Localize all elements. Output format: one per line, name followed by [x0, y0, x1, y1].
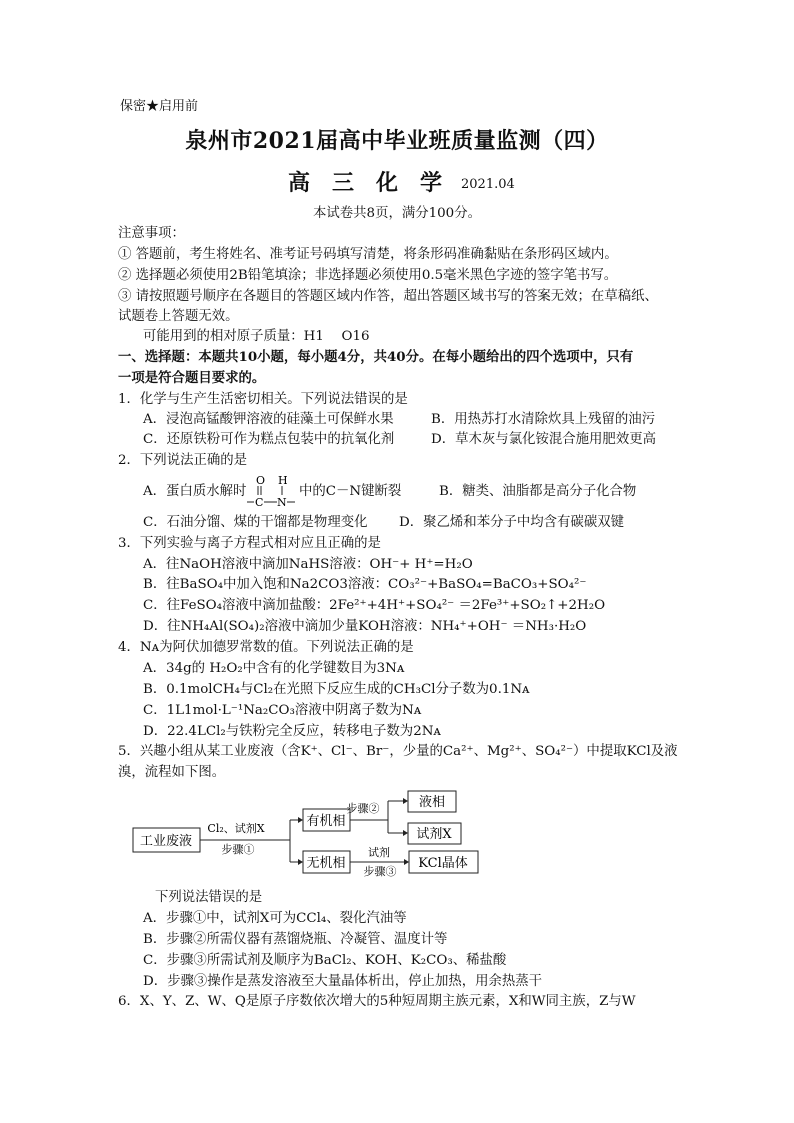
question-1-stem: 1．化学与生产生活密切相关。下列说法错误的是: [118, 392, 408, 407]
q1-option-d: D．草木灰与氯化铵混合施用肥效更高: [431, 432, 656, 447]
question-6-stem: 6．X、Y、Z、W、Q是原子序数依次增大的5种短周期主族元素，X和W同主族，Z与W: [118, 994, 636, 1009]
q2-option-b: B．糖类、油脂都是高分子化合物: [439, 484, 637, 499]
q2-option-c: C．石油分馏、煤的干馏都是物理变化: [143, 515, 368, 530]
subject-char: 高: [288, 170, 311, 196]
q5-option-c: C．步骤③所需试剂及顺序为BaCl₂、KOH、K₂CO₃、稀盐酸: [143, 953, 507, 968]
notes-heading: 注意事项：: [118, 226, 185, 241]
flow-inorganic-label: 无机相: [306, 856, 346, 871]
exam-date: 2021.04: [461, 177, 515, 192]
subject-title: [288, 168, 464, 198]
q3-option-b: B．往BaSO₄中加入饱和Na2CO3溶液：CO₃²⁻+BaSO₄=BaCO₃+SO₄²⁻: [143, 577, 587, 592]
struct-o: O: [256, 474, 266, 487]
confidential-label: 保密★启用前: [120, 99, 199, 114]
subject-char: 三: [332, 170, 355, 196]
flow-step3: 步骤③: [363, 865, 397, 878]
q2-option-a-pre: A．蛋白质水解时: [143, 484, 247, 499]
amide-bond-structure: [247, 474, 297, 510]
flow-kcl-label: KCl晶体: [418, 856, 468, 871]
note-item: ① 答题前，考生将姓名、准考证号码填写清楚，将条形码准确黏贴在条形码区域内。: [118, 247, 618, 262]
exam-title: 泉州市2021届高中毕业班质量监测（四）: [185, 128, 609, 154]
q2-option-a-post: 中的C－N键断裂: [299, 484, 402, 499]
subject-char: 学: [420, 170, 443, 196]
flow-reagent1: Cl₂、试剂X: [207, 822, 265, 835]
flow-liquid-label: 液相: [418, 795, 446, 810]
q4-option-b: B．0.1molCH₄与Cl₂在光照下反应生成的CH₃Cl分子数为0.1Nᴀ: [143, 682, 530, 697]
q5-option-a: A．步骤①中，试剂X可为CCl₄、裂化汽油等: [143, 911, 407, 926]
q3-option-a: A．往NaOH溶液中滴加NaHS溶液：OH⁻+ H⁺=H₂O: [143, 557, 473, 572]
struct-h: H: [278, 474, 288, 487]
subject-char: 化: [376, 170, 399, 196]
q3-option-c: C．往FeSO₄溶液中滴加盐酸：2Fe²⁺+4H⁺+SO₄²⁻ ＝2Fe³⁺+SO₂↑+2H₂O: [143, 598, 606, 613]
question-5-stem-cont: 溴，流程如下图。: [118, 765, 226, 780]
question-2-stem: 2．下列说法正确的是: [118, 453, 248, 468]
q1-option-a: A．浸泡高锰酸钾溶液的硅藻土可保鲜水果: [143, 412, 394, 427]
struct-n: N: [277, 496, 287, 509]
question-5-stem: 5．兴趣小组从某工业废液（含K⁺、Cl⁻、Br⁻，少量的Ca²⁺、Mg²⁺、SO₄²⁻）中提取KCl及液: [118, 744, 678, 759]
struct-c: C: [255, 496, 264, 509]
flow-diagram: [130, 790, 490, 882]
q1-option-b: B．用热苏打水清除炊具上残留的油污: [431, 412, 656, 427]
q5-option-d: D．步骤③操作是蒸发溶液至大量晶体析出，停止加热，用余热蒸干: [143, 974, 543, 989]
atomic-mass-line: 可能用到的相对原子质量：H1 O16: [143, 329, 370, 344]
flow-reagentx-label: 试剂X: [416, 827, 452, 842]
q5-sub-stem: 下列说法错误的是: [155, 890, 263, 905]
note-item: ② 选择题必须使用2B铅笔填涂；非选择题必须使用0.5毫米黑色字迹的签字笔书写。: [118, 268, 618, 283]
q4-option-c: C．1L1mol·L⁻¹Na₂CO₃溶液中阴离子数为Nᴀ: [143, 703, 422, 718]
flow-start-label: 工业废液: [139, 834, 193, 849]
flow-organic-label: 有机相: [306, 814, 346, 829]
flow-step2: 步骤②: [346, 802, 380, 815]
question-4-stem: 4．Nᴀ为阿伏加德罗常数的值。下列说法正确的是: [118, 640, 414, 655]
q5-option-b: B．步骤②所需仪器有蒸馏烧瓶、冷凝管、温度计等: [143, 932, 448, 947]
section-heading-cont: 一项是符合题目要求的。: [118, 370, 266, 386]
pages-info: 本试卷共8页，满分100分。: [313, 206, 481, 221]
q4-option-d: D．22.4LCl₂与铁粉完全反应，转移电子数为2Nᴀ: [143, 724, 441, 739]
note-item: ③ 请按照题号顺序在各题目的答题区域内作答，超出答题区域书写的答案无效；在草稿纸、: [118, 289, 658, 304]
q2-option-d: D．聚乙烯和苯分子中均含有碳碳双键: [399, 515, 624, 530]
q1-option-c: C．还原铁粉可作为糕点包装中的抗氧化剂: [143, 432, 395, 447]
section-heading: 一、选择题：本题共10小题，每小题4分，共40分。在每小题给出的四个选项中，只有: [118, 349, 634, 365]
q4-option-a: A．34g的 H₂O₂中含有的化学键数目为3Nᴀ: [143, 661, 405, 676]
note-item: 试题卷上答题无效。: [118, 309, 239, 324]
flow-reagent: 试剂: [368, 846, 390, 859]
question-3-stem: 3．下列实验与离子方程式相对应且正确的是: [118, 536, 381, 551]
flow-step1: 步骤①: [221, 843, 255, 856]
q3-option-d: D．往NH₄Al(SO₄)₂溶液中滴加少量KOH溶液：NH₄⁺+OH⁻ ＝NH₃·H₂O: [143, 619, 587, 634]
